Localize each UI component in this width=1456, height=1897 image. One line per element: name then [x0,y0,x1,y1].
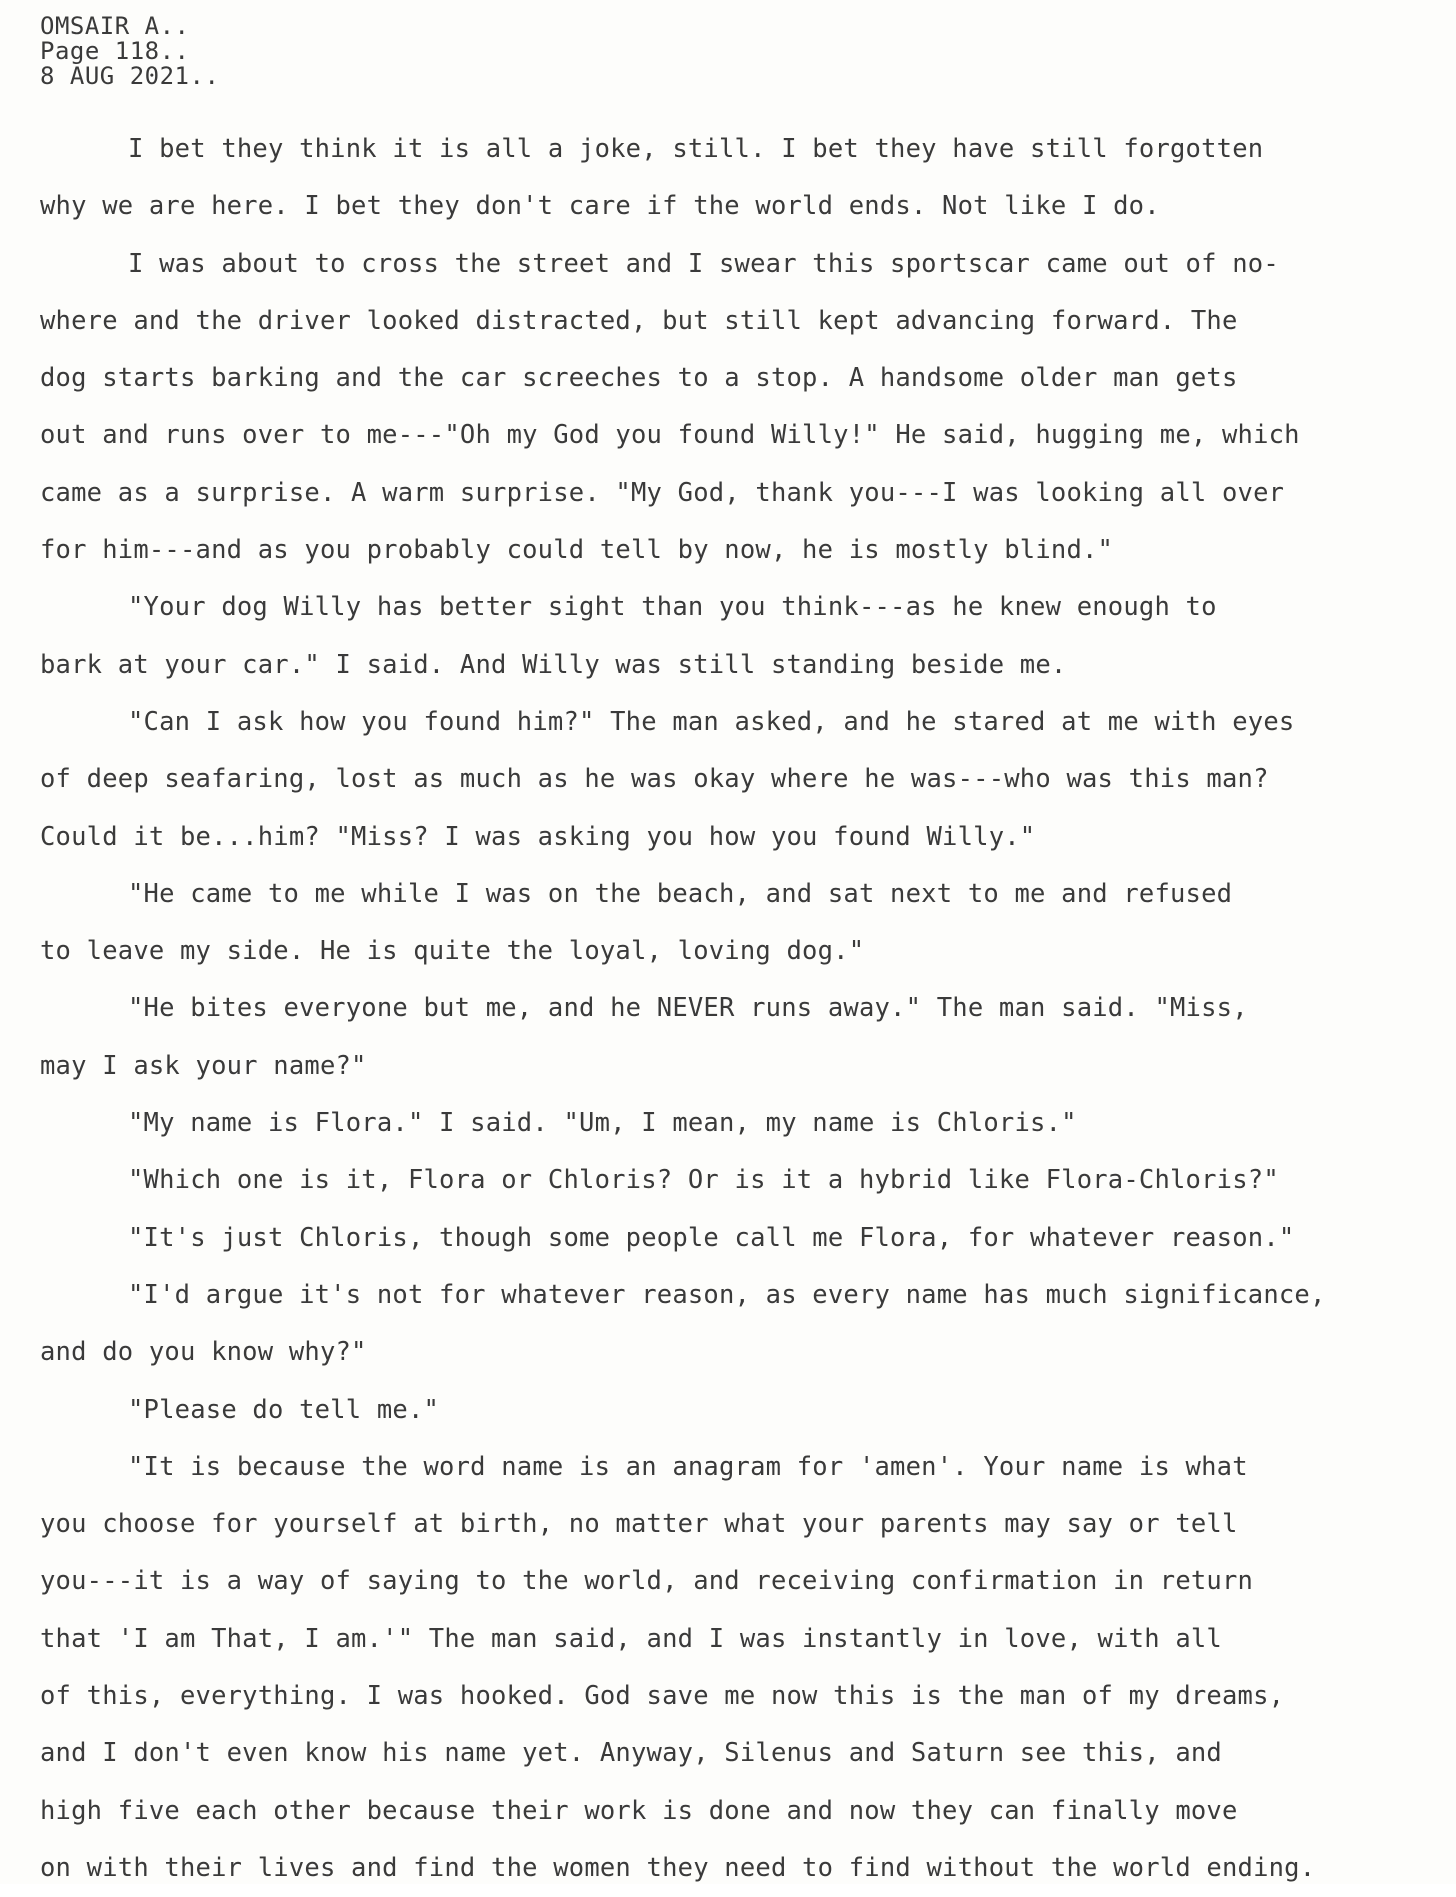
text-line: high five each other because their work is done and now they can finally move [40,1795,1238,1826]
text-line: on with their lives and find the women they need to find without the world ending. [40,1852,1316,1883]
text-line: and I don't even know his name yet. Anyway, Silenus and Saturn see this, and [40,1738,1222,1769]
date-line: 8 AUG 2021.. [40,62,220,90]
text-line: I was about to cross the street and I swear this sportscar came out of no- [128,248,1279,279]
page-header [40,14,219,89]
text-line: that 'I am That, I am.'" The man said, and I was instantly in love, with all [40,1623,1222,1654]
text-line: "Which one is it, Flora or Chloris? Or is it a hybrid like Flora-Chloris?" [128,1165,1279,1196]
text-line: out and runs over to me---"Oh my God you found Willy!" He said, hugging me, which [40,420,1300,451]
text-line: dog starts barking and the car screeches to a stop. A handsome older man gets [40,363,1238,394]
page-body [40,121,1440,1897]
text-line: "It's just Chloris, though some people call me Flora, for whatever reason." [128,1222,1295,1253]
text-line: I bet they think it is all a joke, still. I bet they have still forgotten [128,134,1264,164]
text-line: "He came to me while I was on the beach, and sat next to me and refused [128,878,1233,909]
text-line: came as a surprise. A warm surprise. "My God, thank you---I was looking all over [40,477,1285,508]
text-line: "He bites everyone but me, and he NEVER runs away." The man said. "Miss, [128,993,1248,1024]
text-line: "Your dog Willy has better sight than you think---as he knew enough to [128,592,1217,623]
author-line: OMSAIR A.. [40,12,190,40]
text-line: you---it is a way of saying to the world, and receiving confirmation in return [40,1566,1254,1597]
text-line: may I ask your name?" [40,1050,367,1081]
text-line: to leave my side. He is quite the loyal, loving dog." [40,936,865,967]
page-number: Page 118.. [40,37,190,65]
text-line: "Please do tell me." [128,1394,440,1425]
text-line: "Can I ask how you found him?" The man asked, and he stared at me with eyes [128,706,1295,737]
text-line: Could it be...him? "Miss? I was asking you how you found Willy." [40,821,1036,852]
text-line: "It is because the word name is an anagram for 'amen'. Your name is what [128,1451,1248,1482]
text-line: of this, everything. I was hooked. God save me now this is the man of my dreams, [40,1681,1285,1712]
text-line: of deep seafaring, lost as much as he was okay where he was---who was this man? [40,764,1269,795]
text-line: "I'd argue it's not for whatever reason, as every name has much significance, [128,1279,1326,1310]
text-line: where and the driver looked distracted, but still kept advancing forward. The [40,305,1238,336]
text-line: you choose for yourself at birth, no matter what your parents may say or tell [40,1509,1238,1540]
text-line: bark at your car." I said. And Willy was still standing beside me. [40,649,1067,680]
text-line: why we are here. I bet they don't care if the world ends. Not like I do. [40,191,1160,222]
text-line: "My name is Flora." I said. "Um, I mean, my name is Chloris." [128,1108,1077,1139]
text-line: and do you know why?" [40,1337,367,1368]
text-line: for him---and as you probably could tell by now, he is mostly blind." [40,535,1114,566]
